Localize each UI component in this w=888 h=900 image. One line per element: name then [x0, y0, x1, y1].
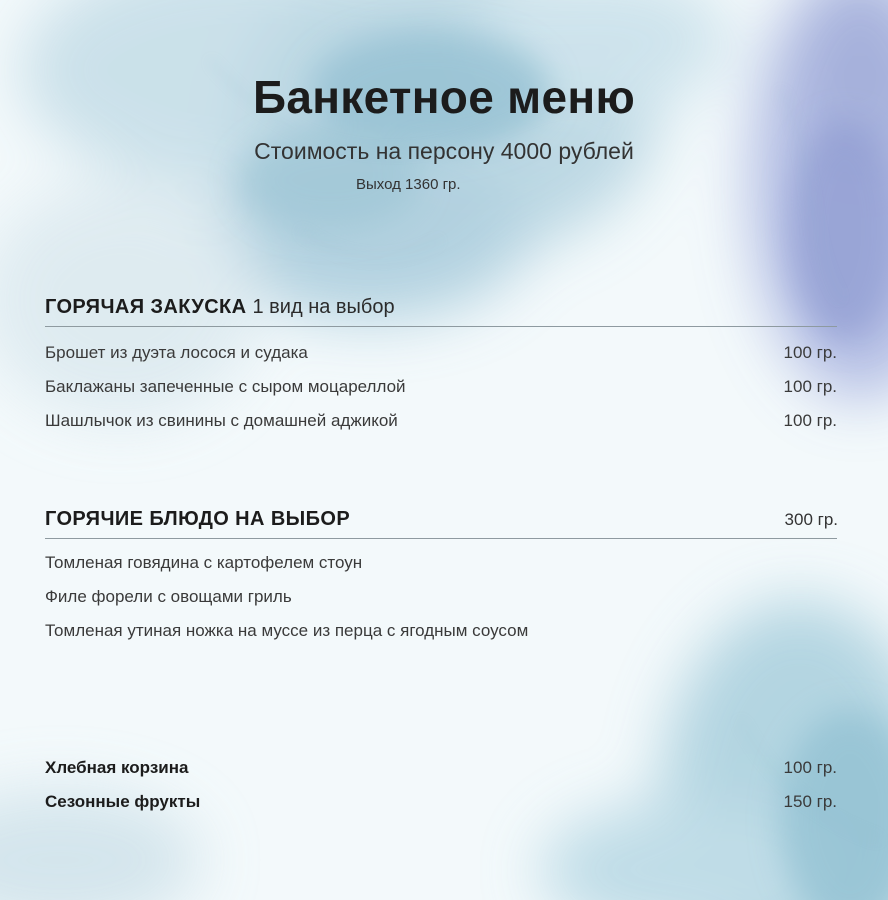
item-weight: 100 гр. — [783, 411, 837, 430]
item-name: Филе форели с овощами гриль — [45, 587, 292, 606]
item-name: Хлебная корзина — [45, 758, 189, 777]
extra-item — [45, 792, 837, 812]
section-divider — [45, 326, 837, 327]
menu-item — [45, 587, 837, 607]
item-name: Томленая говядина с картофелем стоун — [45, 553, 363, 572]
menu-item — [45, 343, 837, 363]
item-name: Шашлычок из свинины с домашней аджикой — [45, 411, 398, 430]
item-name: Сезонные фрукты — [45, 792, 201, 811]
extra-item — [45, 758, 837, 778]
yield-weight: Выход 1360 гр. — [356, 176, 461, 193]
menu-item — [45, 411, 837, 431]
item-name: Баклажаны запеченные с сыром моцареллой — [45, 377, 406, 396]
menu-item — [45, 377, 837, 397]
page-title: Банкетное меню — [252, 71, 636, 123]
item-weight: 150 гр. — [783, 792, 837, 811]
hot-appetizer-header — [45, 296, 838, 319]
section-title: ГОРЯЧАЯ ЗАКУСКА — [45, 296, 247, 318]
item-weight: 100 гр. — [783, 377, 837, 396]
hot-dishes-header — [45, 508, 838, 531]
section-title: ГОРЯЧИЕ БЛЮДО НА ВЫБОР — [45, 508, 351, 530]
item-weight: 100 гр. — [783, 758, 837, 777]
section-note: 1 вид на выбор — [252, 296, 395, 318]
section-divider — [45, 538, 837, 539]
item-name: Брошет из дуэта лосося и судака — [45, 343, 308, 362]
item-weight: 100 гр. — [783, 343, 837, 362]
price-per-person: Стоимость на персону 4000 рублей — [254, 138, 634, 164]
menu-item — [45, 621, 837, 641]
section-weight: 300 гр. — [784, 510, 838, 529]
item-name: Томленая утиная ножка на муссе из перца с ягодным соусом — [45, 621, 529, 640]
menu-item — [45, 553, 837, 573]
